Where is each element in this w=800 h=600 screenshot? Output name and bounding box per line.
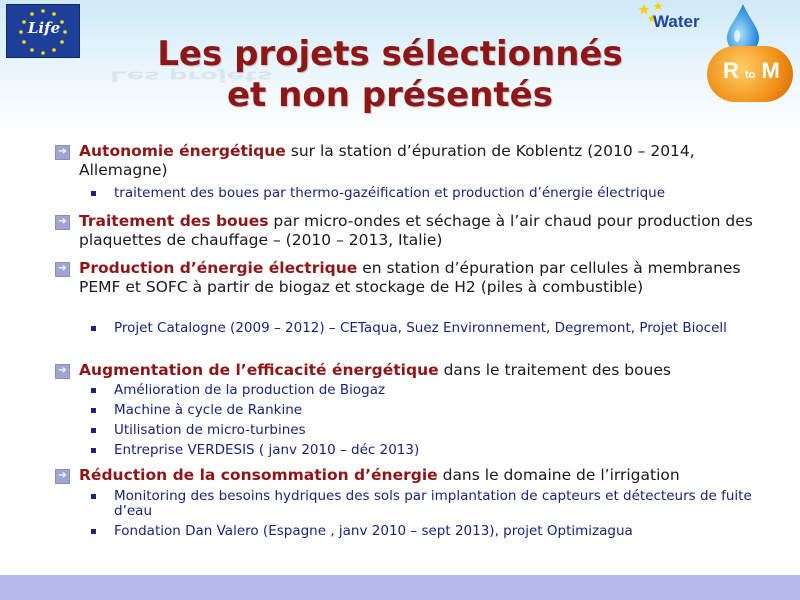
item-4-highlight: Augmentation de l’efficacité énergétique <box>79 361 439 379</box>
arrow-bullet-icon: ➔ <box>55 364 70 379</box>
item-3-text: en station d’épuration par cellules à membranes PEMF et SOFC à partir de biogaz et stockage de H2 (piles à combustible) <box>79 259 741 296</box>
title-reflection: Les projets <box>110 67 273 84</box>
square-bullet-icon <box>91 388 96 393</box>
square-bullet-icon <box>91 191 96 196</box>
item-5-highlight: Réduction de la consommation d’énergie <box>79 466 438 484</box>
item-3-sub-1: Projet Catalogne (2009 – 2012) – CETaqua, Suez Environnement, Degremont, Projet Biocell <box>114 320 727 336</box>
list-item-2 <box>79 212 759 250</box>
item-4-text: dans le traitement des boues <box>438 361 671 379</box>
arrow-bullet-icon: ➔ <box>55 215 70 230</box>
item-5-sub-2: Fondation Dan Valero (Espagne , janv 2010 – sept 2013), projet Optimizagua <box>114 523 633 539</box>
list-item-4 <box>79 361 759 380</box>
item-4-sub-1: Amélioration de la production de Biogaz <box>114 382 386 398</box>
list-item-1 <box>79 142 759 180</box>
title-line-1: Les projets sélectionnés <box>157 34 623 74</box>
list-item-5 <box>79 466 759 485</box>
eu-life-logo <box>6 4 80 58</box>
item-1-highlight: Autonomie énergétique <box>79 142 286 160</box>
item-2-text: par micro-ondes et séchage à l’air chaud pour production des plaquettes de chauffage – (2010 – 2013, Italie) <box>79 212 753 249</box>
item-5-sub-1: Monitoring des besoins hydriques des sols par implantation de capteurs et détecteurs de fuite d’eau <box>114 488 752 519</box>
page-title <box>120 34 660 116</box>
square-bullet-icon <box>91 494 96 499</box>
arrow-bullet-icon: ➔ <box>55 469 70 484</box>
square-bullet-icon <box>91 408 96 413</box>
rtom-to: to <box>745 69 756 81</box>
rtom-r: R <box>723 58 739 83</box>
item-1-text: sur la station d’épuration de Koblentz (2010 – 2014, Allemagne) <box>79 142 695 179</box>
rtom-text <box>723 58 780 84</box>
title-line-2: et non présentés <box>227 75 553 115</box>
item-2-highlight: Traitement des boues <box>79 212 269 230</box>
item-4-sub-2: Machine à cycle de Rankine <box>114 402 303 418</box>
item-1-sub-1: traitement des boues par thermo-gazéification et production d’énergie électrique <box>114 185 666 201</box>
square-bullet-icon <box>91 448 96 453</box>
arrow-bullet-icon: ➔ <box>55 262 70 277</box>
square-bullet-icon <box>91 428 96 433</box>
arrow-bullet-icon: ➔ <box>55 145 70 160</box>
item-4-sub-3: Utilisation de micro-turbines <box>114 422 306 438</box>
square-bullet-icon <box>91 529 96 534</box>
footer-bar <box>0 575 800 600</box>
item-5-text: dans le domaine de l’irrigation <box>437 466 680 484</box>
square-bullet-icon <box>91 326 96 331</box>
rtom-m: M <box>761 58 780 83</box>
list-item-3 <box>79 259 759 297</box>
item-4-sub-4: Entreprise VERDESIS ( janv 2010 – déc 2013) <box>114 442 420 458</box>
life-logo-text: Life <box>27 19 61 37</box>
item-3-highlight: Production d’énergie électrique <box>79 259 358 277</box>
water-logo-text: Water <box>653 12 700 31</box>
